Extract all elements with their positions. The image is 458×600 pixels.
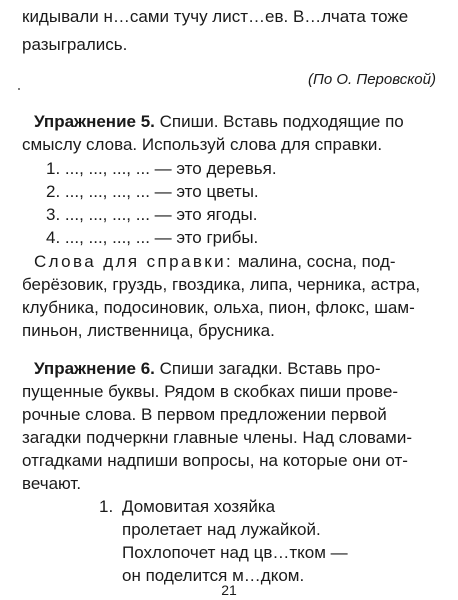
page-number: 21 (221, 582, 237, 598)
exercise-5-reference-line-3: клубника, подосиновик, ольха, пион, флокс, шам- (22, 298, 415, 317)
exercise-5-line-1 (34, 112, 404, 132)
source-attribution-text: (По О. Перовской) (307, 71, 436, 88)
print-speck (18, 88, 20, 90)
exercise-5-item-4: 4. ..., ..., ..., ... — это грибы. (46, 228, 259, 247)
riddle-line-3: Похлопочет над цв…тком — (122, 543, 348, 562)
exercise-6-title: Упражнение 6. (34, 359, 155, 378)
exercise-6-line-3: рочные слова. В первом предложении первой (22, 405, 387, 424)
exercise-5-reference-line-4: пиньон, лиственница, брусника. (22, 321, 275, 340)
top-text-line-1: кидывали н…сами тучу лист…ев. В…лчата тоже (22, 7, 409, 26)
exercise-5-item-2: 2. ..., ..., ..., ... — это цветы. (46, 182, 259, 201)
exercise-5-reference-line-2: берёзовик, груздь, гвоздика, липа, черника, астра, (22, 275, 421, 294)
reference-label: Слова для справки: (34, 252, 234, 271)
exercise-6-line-1 (34, 359, 381, 379)
exercise-6-line-4: загадки подчеркни главные члены. Над словами- (22, 428, 413, 447)
exercise-5-item-3: 3. ..., ..., ..., ... — это ягоды. (46, 205, 258, 224)
source-attribution (308, 71, 436, 88)
reference-words-start: малина, сосна, под- (237, 252, 396, 271)
exercise-5-line-2: смыслу слова. Используй слова для справки. (22, 135, 383, 154)
exercise-5-item-1: 1. ..., ..., ..., ... — это деревья. (46, 159, 277, 178)
exercise-5-reference-line-1 (34, 252, 396, 272)
exercise-6-instruction-start: Спиши загадки. Вставь про- (159, 359, 381, 378)
riddle-line-2: пролетает над лужайкой. (122, 520, 321, 539)
riddle-number: 1. (99, 497, 114, 516)
exercise-5-instruction-start: Спиши. Вставь подходящие по (159, 112, 404, 131)
riddle-line-4: он поделится м…дком. (122, 566, 305, 585)
exercise-6-line-5: отгадками надпиши вопросы, на которые они от- (22, 451, 408, 470)
exercise-6-line-6: вечают. (22, 474, 82, 493)
exercise-6-line-2: пущенные буквы. Рядом в скобках пиши прове- (22, 382, 399, 401)
top-text-line-2: разыгрались. (22, 35, 128, 54)
riddle-line-1: Домовитая хозяйка (122, 497, 276, 516)
exercise-5-title: Упражнение 5. (34, 112, 155, 131)
